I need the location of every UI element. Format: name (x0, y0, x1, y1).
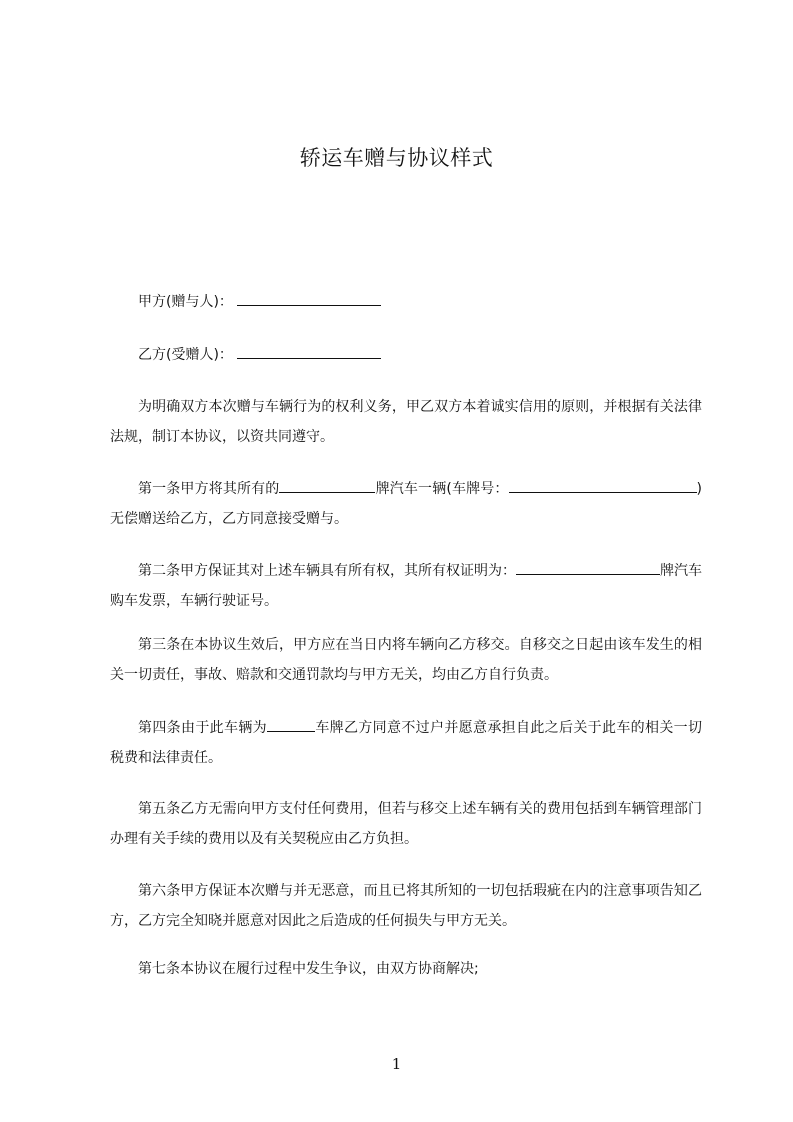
article-1-plate-blank-1 (509, 478, 661, 493)
article-1-plate-blank-2 (661, 478, 697, 493)
article-2-text-2: 牌汽车购车发票，车辆行驶证号。 (110, 563, 702, 609)
article-2-text-1: 第二条甲方保证其对上述车辆具有所有权，其所有权证明为： (138, 563, 516, 579)
article-5-paragraph: 第五条乙方无需向甲方支付任何费用，但若与移交上述车辆有关的费用包括到车辆管理部门办理有关手续的费用以及有关契税应由乙方负担。 (110, 801, 702, 847)
article-2-paragraph (110, 556, 702, 616)
article-1-brand-blank (279, 478, 375, 493)
party-a-blank (237, 291, 381, 306)
article-1-text-2: 牌汽车一辆(车牌号： (375, 481, 509, 497)
party-b-label: 乙方(受赠人)： (138, 347, 233, 363)
document-title: 轿运车赠与协议样式 (299, 146, 494, 170)
article-4-paragraph (110, 713, 702, 773)
article-4-text-2: 车牌乙方同意不过户并愿意承担自此之后关于此车的相关一切税费和法律责任。 (110, 720, 702, 766)
article-4-vehicle-blank (267, 717, 315, 732)
party-a-line (138, 291, 381, 313)
page-number: 1 (391, 1055, 402, 1073)
article-2-proof-blank-1 (516, 560, 644, 575)
article-2-proof-blank-2 (644, 560, 660, 575)
preamble-paragraph: 为明确双方本次赠与车辆行为的权利义务，甲乙双方本着诚实信用的原则，并根据有关法律法规，制订本协议，以资共同遵守。 (110, 399, 702, 445)
article-6-paragraph: 第六条甲方保证本次赠与并无恶意，而且已将其所知的一切包括瑕疵在内的注意事项告知乙方，乙方完全知晓并愿意对因此之后造成的任何损失与甲方无关。 (110, 883, 702, 929)
party-a-label: 甲方(赠与人)： (138, 294, 233, 310)
article-4-text-1: 第四条由于此车辆为 (138, 720, 267, 736)
article-7-paragraph: 第七条本协议在履行过程中发生争议，由双方协商解决; (138, 961, 479, 977)
article-1-text-1: 第一条甲方将其所有的 (138, 481, 280, 497)
party-b-line (138, 344, 381, 366)
party-b-blank (237, 344, 381, 359)
article-1-paragraph (110, 474, 702, 534)
article-3-paragraph: 第三条在本协议生效后，甲方应在当日内将车辆向乙方移交。自移交之日起由该车发生的相关一切责任，事故、赔款和交通罚款均与甲方无关，均由乙方自行负责。 (110, 637, 702, 683)
article-1-text-3: )无偿赠送给乙方，乙方同意接受赠与。 (110, 481, 703, 527)
